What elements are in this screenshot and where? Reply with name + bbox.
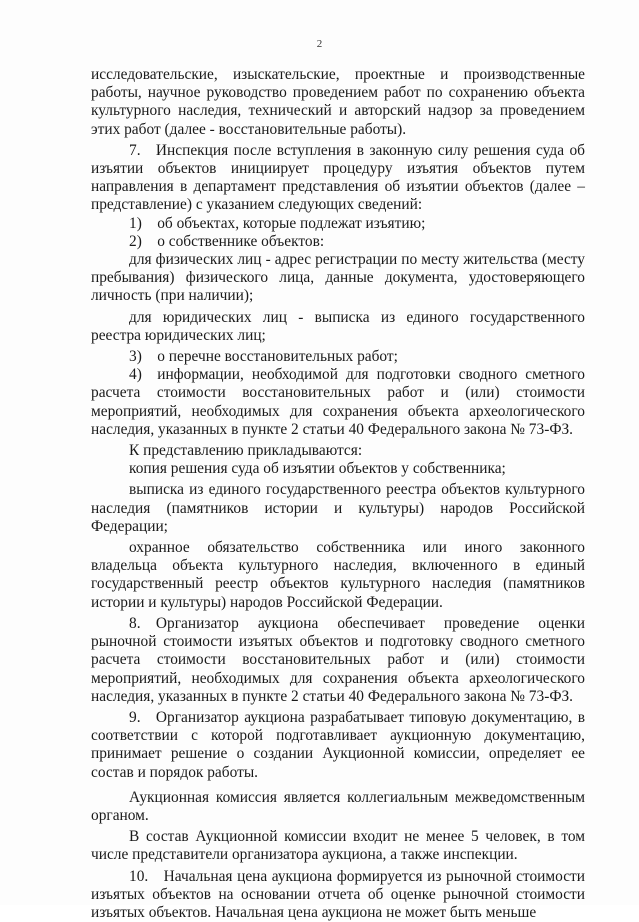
paragraph-attachments-intro: К представлению прикладываются:: [129, 442, 363, 460]
paragraph-court-decision-copy: копия решения суда об изъятии объектов у собственника;: [129, 460, 506, 478]
paragraph-item-9: 9. Организатор аукциона разрабатывает типовую документацию, в соответствии с которой подготавливает аукционную документацию, принимает решение о создании Аукционной комиссии, определяет ее состав и порядок работы.: [91, 708, 585, 781]
paragraph-item-8: 8. Организатор аукциона обеспечивает проведение оценки рыночной стоимости изъятых объектов и подготовку сводного сметного расчета стоимости восстановительных работ и (или) стоимости мероприятий, необходимых для сохранения объекта археологического наследия, указанных в пункте 2 статьи 40 Федерального закона № 73-ФЗ.: [91, 614, 585, 705]
list-item-4: 4) информации, необходимой для подготовки сводного сметного расчета стоимости восстановительных работ и (или) стоимости мероприятий, необходимых для сохранения объекта археологического наследия, указанных в пункте 2 статьи 40 Федерального закона № 73-ФЗ.: [91, 366, 585, 438]
paragraph-commission-composition: В состав Аукционной комиссии входит не менее 5 человек, в том числе представители организатора аукциона, а также инспекции.: [91, 828, 585, 864]
paragraph-registry-extract: выписка из единого государственного реестра объектов культурного наследия (памятников истории и культуры) народов Российской Федерации;: [91, 481, 585, 535]
paragraph-item-10: 10. Начальная цена аукциона формируется из рыночной стоимости изъятых объектов на основании отчета об оценке рыночной стоимости изъятых объектов. Начальная цена аукциона не может быть меньше: [91, 867, 585, 921]
page-number: 2: [316, 38, 323, 50]
paragraph-item-7: 7. Инспекция после вступления в законную силу решения суда об изъятии объектов инициирует процедуру изъятия объектов путем направления в департамент представления об изъятии объектов (далее – представление) с указанием следующих сведений:: [91, 141, 585, 214]
paragraph-commission-nature: Аукционная комиссия является коллегиальным межведомственным органом.: [91, 788, 585, 824]
paragraph-physical-persons: для физических лиц - адрес регистрации по месту жительства (месту пребывания) физического лица, данные документа, удостоверяющего личность (при наличии);: [91, 251, 585, 305]
list-item-1: 1) об объектах, которые подлежат изъятию;: [129, 214, 426, 232]
paragraph-legal-entities: для юридических лиц - выписка из единого государственного реестра юридических лиц;: [91, 308, 585, 344]
paragraph-continuation: исследовательские, изыскательские, проектные и производственные работы, научное руководство проведением работ по сохранению объекта культурного наследия, технический и авторский надзор за проведением этих работ (далее - восстановительные работы).: [91, 66, 585, 138]
paragraph-protection-obligation: охранное обязательство собственника или иного законного владельца объекта культурного наследия, включенного в единый государственный реестр объектов культурного наследия (памятников истории и культуры) народов Российской Федерации.: [91, 539, 585, 611]
document-body: [91, 66, 585, 922]
list-item-3: 3) о перечне восстановительных работ;: [129, 348, 398, 366]
list-item-2: 2) о собственнике объектов:: [129, 232, 325, 250]
